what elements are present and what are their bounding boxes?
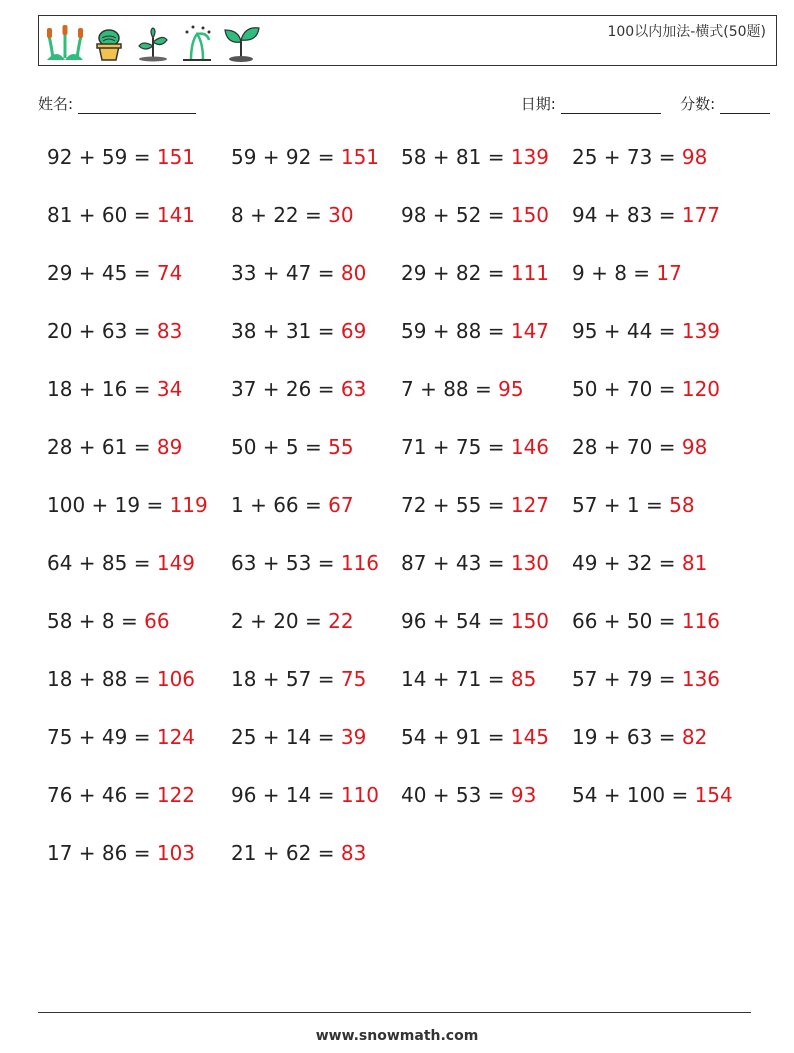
problem-item: [401, 725, 549, 749]
problem-expression: 72 + 55 =: [401, 493, 511, 517]
problem-item: [231, 551, 379, 575]
problem-answer: 103: [156, 841, 196, 865]
problem-item: [231, 203, 354, 227]
problem-answer: 154: [694, 783, 733, 807]
problem-expression: 100 + 19 =: [47, 493, 170, 517]
potted-plant-icon: [89, 22, 129, 62]
problem-answer: 149: [156, 551, 196, 575]
cattail-plant-icon: [45, 22, 85, 62]
footer-url: www.snowmath.com: [315, 1028, 479, 1044]
problem-item: [572, 145, 707, 169]
problem-answer: 63: [340, 377, 367, 401]
problem-answer: 151: [340, 145, 380, 169]
problem-expression: 25 + 73 =: [572, 145, 682, 169]
problem-expression: 58 + 8 =: [47, 609, 145, 633]
problem-expression: 50 + 70 =: [572, 377, 682, 401]
problem-item: [401, 261, 549, 285]
problem-answer: 30: [328, 203, 354, 227]
problem-answer: 83: [156, 319, 183, 343]
date-blank[interactable]: [561, 99, 661, 114]
problem-item: [231, 261, 366, 285]
header-box: [38, 15, 777, 66]
problem-answer: 136: [681, 667, 721, 691]
problem-item: [572, 261, 682, 285]
problem-item: [47, 145, 195, 169]
problem-item: [401, 493, 549, 517]
problem-expression: 18 + 57 =: [231, 667, 341, 691]
problem-expression: 17 + 86 =: [47, 841, 157, 865]
problem-expression: 49 + 32 =: [572, 551, 682, 575]
problem-item: [572, 783, 733, 807]
problem-expression: 38 + 31 =: [231, 319, 341, 343]
problem-answer: 177: [681, 203, 721, 227]
problem-expression: 66 + 50 =: [572, 609, 682, 633]
problem-expression: 18 + 88 =: [47, 667, 157, 691]
problem-answer: 17: [656, 261, 682, 285]
problem-answer: 66: [144, 609, 170, 633]
problem-item: [231, 725, 366, 749]
problem-answer: 39: [340, 725, 367, 749]
problem-answer: 116: [681, 609, 721, 633]
problem-answer: 119: [169, 493, 208, 517]
problem-expression: 21 + 62 =: [231, 841, 341, 865]
name-blank[interactable]: [78, 99, 196, 114]
problem-item: [47, 493, 208, 517]
problem-item: [401, 551, 549, 575]
problem-item: [47, 551, 195, 575]
problem-answer: 98: [681, 145, 708, 169]
problem-item: [47, 319, 182, 343]
problem-item: [47, 725, 195, 749]
problem-item: [47, 667, 195, 691]
problem-answer: 81: [681, 551, 708, 575]
problem-answer: 34: [156, 377, 183, 401]
problem-expression: 50 + 5 =: [231, 435, 329, 459]
problem-item: [401, 203, 549, 227]
problem-answer: 85: [510, 667, 537, 691]
problem-item: [231, 841, 366, 865]
problem-answer: 80: [340, 261, 367, 285]
problem-expression: 25 + 14 =: [231, 725, 341, 749]
problem-answer: 111: [510, 261, 550, 285]
problem-item: [231, 435, 354, 459]
problem-expression: 95 + 44 =: [572, 319, 682, 343]
problem-expression: 76 + 46 =: [47, 783, 157, 807]
problem-item: [47, 841, 195, 865]
problem-answer: 106: [156, 667, 196, 691]
problem-expression: 98 + 52 =: [401, 203, 511, 227]
problem-item: [401, 377, 524, 401]
date-score-field: [521, 93, 770, 114]
name-field: [38, 93, 196, 114]
problem-answer: 98: [681, 435, 708, 459]
problem-answer: 124: [156, 725, 196, 749]
sprout-icon: [133, 22, 173, 62]
problem-expression: 87 + 43 =: [401, 551, 511, 575]
problem-item: [401, 145, 549, 169]
problem-answer: 139: [681, 319, 721, 343]
problem-item: [47, 261, 182, 285]
problem-expression: 8 + 22 =: [231, 203, 329, 227]
problem-expression: 29 + 82 =: [401, 261, 511, 285]
problem-item: [231, 667, 366, 691]
problem-answer: 127: [510, 493, 550, 517]
problem-expression: 94 + 83 =: [572, 203, 682, 227]
problem-item: [572, 203, 720, 227]
problem-item: [572, 493, 695, 517]
problem-expression: 28 + 70 =: [572, 435, 682, 459]
seedling-icon: [221, 22, 261, 62]
problem-expression: 59 + 88 =: [401, 319, 511, 343]
problem-item: [47, 783, 195, 807]
problem-answer: 141: [156, 203, 196, 227]
problem-answer: 145: [510, 725, 550, 749]
problem-answer: 150: [510, 203, 550, 227]
problem-item: [401, 435, 549, 459]
problem-item: [231, 493, 354, 517]
footer-divider: [38, 1012, 751, 1013]
problem-answer: 139: [510, 145, 550, 169]
watering-sprout-icon: [177, 22, 217, 62]
problem-item: [231, 783, 379, 807]
problem-expression: 18 + 16 =: [47, 377, 157, 401]
problem-answer: 74: [156, 261, 183, 285]
problem-expression: 63 + 53 =: [231, 551, 341, 575]
problem-expression: 20 + 63 =: [47, 319, 157, 343]
problem-expression: 59 + 92 =: [231, 145, 341, 169]
problem-item: [47, 377, 182, 401]
problem-expression: 92 + 59 =: [47, 145, 157, 169]
problem-expression: 81 + 60 =: [47, 203, 157, 227]
problem-expression: 7 + 88 =: [401, 377, 499, 401]
problem-answer: 151: [156, 145, 196, 169]
problem-answer: 120: [681, 377, 721, 401]
problem-item: [47, 203, 195, 227]
problem-item: [401, 667, 536, 691]
problem-expression: 75 + 49 =: [47, 725, 157, 749]
problem-item: [572, 551, 707, 575]
problem-answer: 82: [681, 725, 708, 749]
problem-item: [401, 783, 536, 807]
problem-item: [231, 377, 366, 401]
problem-answer: 55: [328, 435, 354, 459]
problem-answer: 147: [510, 319, 550, 343]
problem-item: [47, 435, 182, 459]
problem-expression: 9 + 8 =: [572, 261, 657, 285]
problem-answer: 122: [156, 783, 196, 807]
score-label: 分数:: [680, 95, 716, 113]
problem-answer: 95: [498, 377, 524, 401]
problem-answer: 22: [328, 609, 354, 633]
problem-expression: 37 + 26 =: [231, 377, 341, 401]
problem-expression: 57 + 1 =: [572, 493, 670, 517]
problem-expression: 14 + 71 =: [401, 667, 511, 691]
date-label: 日期:: [520, 95, 556, 113]
problem-expression: 57 + 79 =: [572, 667, 682, 691]
problem-answer: 75: [340, 667, 367, 691]
problem-item: [231, 609, 354, 633]
problem-item: [401, 609, 549, 633]
problem-expression: 71 + 75 =: [401, 435, 511, 459]
problem-item: [572, 435, 707, 459]
problem-answer: 83: [340, 841, 367, 865]
problem-answer: 89: [156, 435, 183, 459]
problem-answer: 116: [340, 551, 380, 575]
problem-item: [401, 319, 549, 343]
worksheet-title: 100以内加法-横式(50题): [607, 24, 766, 40]
problem-expression: 58 + 81 =: [401, 145, 511, 169]
problem-expression: 54 + 91 =: [401, 725, 511, 749]
problem-answer: 130: [510, 551, 550, 575]
problem-answer: 58: [669, 493, 695, 517]
problem-expression: 28 + 61 =: [47, 435, 157, 459]
problem-expression: 1 + 66 =: [231, 493, 329, 517]
problem-answer: 67: [328, 493, 354, 517]
problem-expression: 40 + 53 =: [401, 783, 511, 807]
problem-expression: 54 + 100 =: [572, 783, 695, 807]
problem-expression: 2 + 20 =: [231, 609, 329, 633]
problem-expression: 19 + 63 =: [572, 725, 682, 749]
problem-item: [572, 667, 720, 691]
problem-expression: 64 + 85 =: [47, 551, 157, 575]
problem-item: [47, 609, 170, 633]
problem-item: [231, 319, 366, 343]
problem-answer: 146: [510, 435, 550, 459]
problem-answer: 110: [340, 783, 380, 807]
problem-item: [572, 609, 720, 633]
problem-answer: 69: [340, 319, 367, 343]
problem-answer: 150: [510, 609, 550, 633]
problem-expression: 96 + 14 =: [231, 783, 341, 807]
problem-item: [231, 145, 379, 169]
problem-item: [572, 725, 707, 749]
score-blank[interactable]: [720, 99, 770, 114]
problem-expression: 96 + 54 =: [401, 609, 511, 633]
problem-expression: 29 + 45 =: [47, 261, 157, 285]
problem-answer: 93: [510, 783, 537, 807]
problem-expression: 33 + 47 =: [231, 261, 341, 285]
plant-icons: [45, 22, 261, 62]
problem-item: [572, 319, 720, 343]
name-label: 姓名:: [38, 95, 74, 113]
problem-item: [572, 377, 720, 401]
